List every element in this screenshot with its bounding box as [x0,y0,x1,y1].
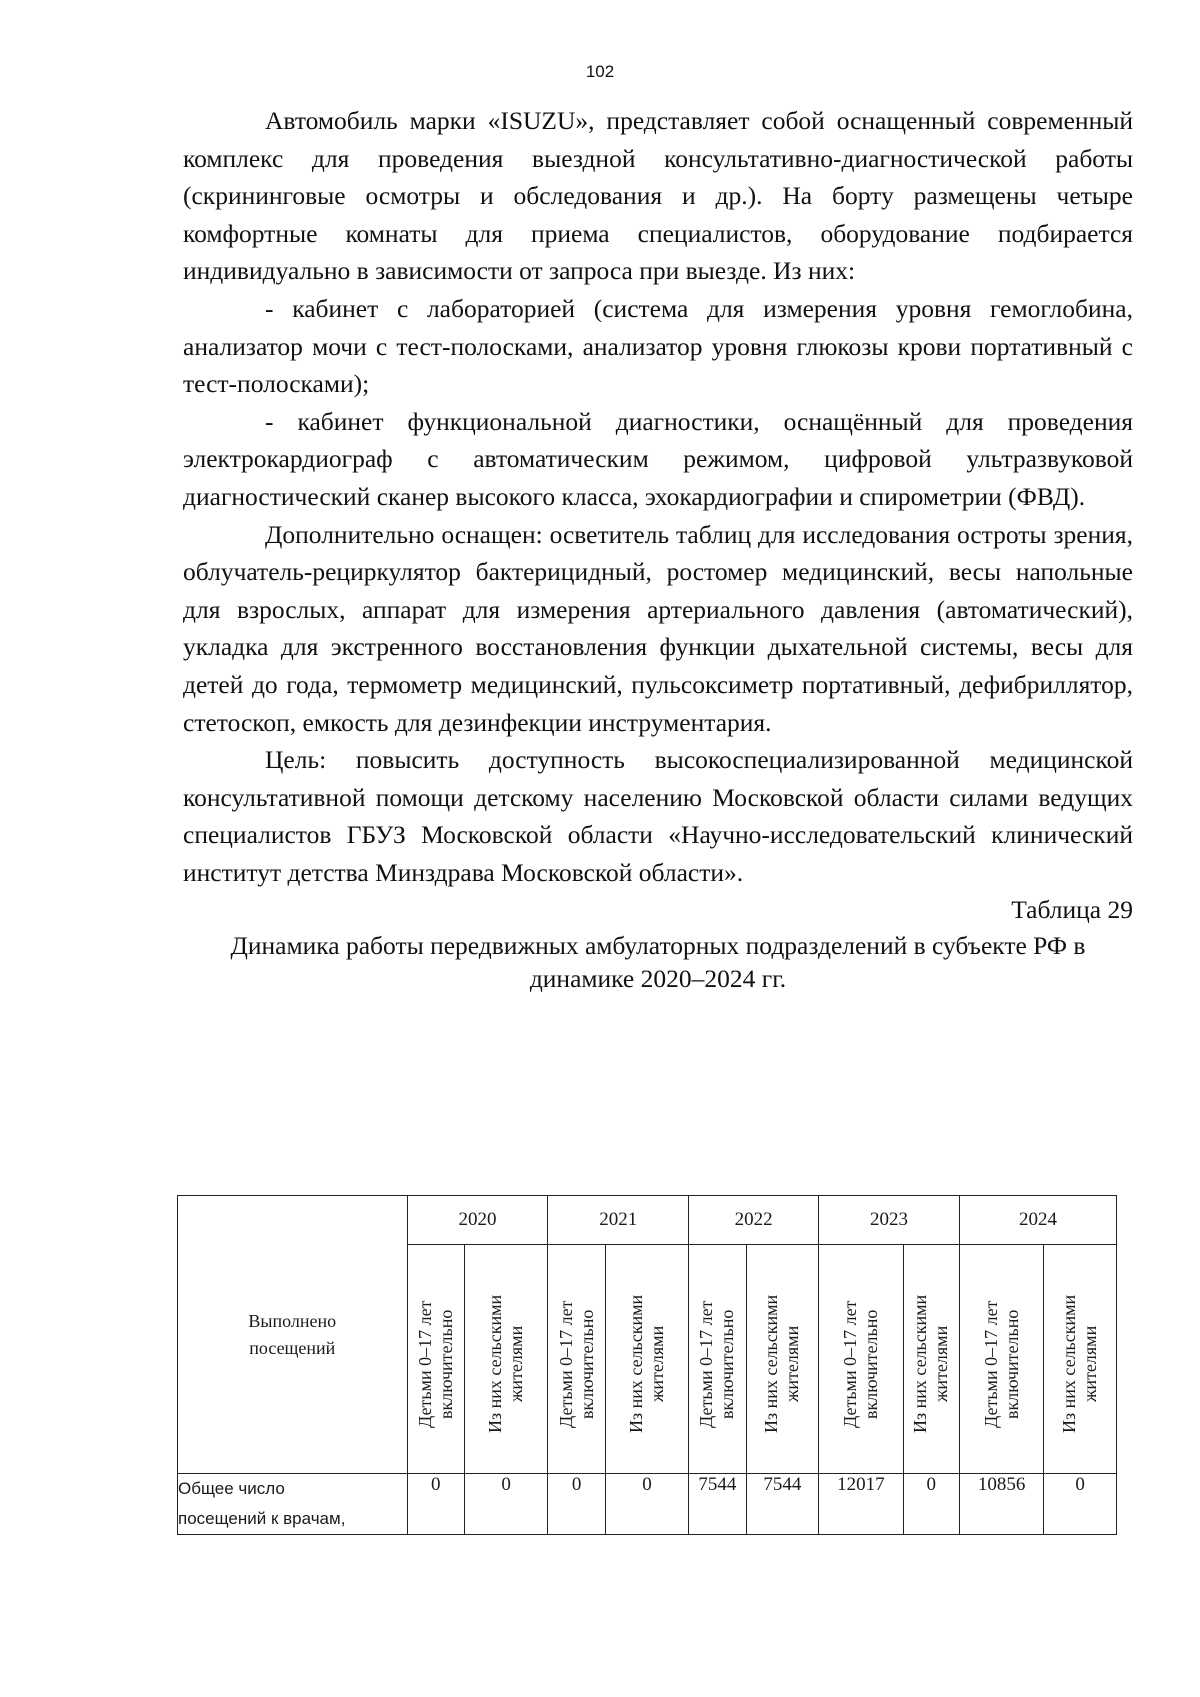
table-cell: 10856 [959,1474,1043,1535]
paragraph-isuzu: Автомобиль марки «ISUZU», представляет собой оснащенный современный комплекс для проведения выездной консультативно-диагностической работы (скрининговые осмотры и обследования и др.). На борту размещены четыре комфортные комнаты для приема специалистов, оборудование подбирается индивидуально в зависимости от запроса при выезде. Из них: [183,106,1133,286]
paragraph-functional-diagnostics: - кабинет функциональной диагностики, оснащённый для проведения электрокардиограф с автоматическим режимом, цифровой ультразвуковой диагностический сканер высокого класса, эхокардиографии и спирометрии (ФВД). [183,406,1133,511]
table-cell: 0 [548,1474,605,1535]
sub-header-rural: Из них сельскими жителями [605,1245,688,1474]
table-number: Таблица 29 [1011,895,1133,925]
body-text [183,102,1133,995]
year-header: 2023 [819,1196,960,1245]
table-cell: 0 [605,1474,688,1535]
paragraph-goal: Цель: повысить доступность высокоспециализированной медицинской консультативной помощи детскому населению Московской области силами ведущих специалистов ГБУЗ Московской области «Научно-исследовательский клинический институт детства Минздрава Московской области». [183,745,1133,887]
year-header: 2024 [959,1196,1116,1245]
table-cell: 0 [407,1474,464,1535]
year-header-row [178,1196,1117,1245]
table-row [178,1474,1117,1535]
table-title: Динамика работы передвижных амбулаторных подразделений в субъекте РФ в динамике 2020–2024 гг. [230,931,1086,994]
table-cell: 12017 [819,1474,903,1535]
row-label: Общее число посещений к врачам, [178,1474,408,1535]
year-header: 2021 [548,1196,689,1245]
paragraph-equipment: Дополнительно оснащен: осветитель таблиц для исследования остроты зрения, облучатель-рециркулятор бактерицидный, ростомер медицинский, весы напольные для взрослых, аппарат для измерения артериального давления (автоматический), укладка для экстренного восстановления функции дыхательной системы, весы для детей до года, термометр медицинский, пульсоксиметр портативный, дефибриллятор, стетоскоп, емкость для дезинфекции инструментария. [183,519,1133,737]
table-cell: 0 [903,1474,959,1535]
corner-header: Выполнено посещений [178,1196,408,1474]
sub-header-children: Детьми 0–17 лет включительно [819,1245,903,1474]
sub-header-rural: Из них сельскими жителями [746,1245,819,1474]
year-header: 2022 [689,1196,819,1245]
table-cell: 7544 [746,1474,819,1535]
sub-header-children: Детьми 0–17 лет включительно [548,1245,605,1474]
sub-header-rural: Из них сельскими жителями [1044,1245,1117,1474]
table-cell: 0 [464,1474,547,1535]
visits-table [177,1195,1117,1535]
paragraph-laboratory: - кабинет с лабораторией (система для измерения уровня гемоглобина, анализатор мочи с тест-полосками, анализатор уровня глюкозы крови портативный с тест-полосками); [183,293,1133,399]
table-cell: 0 [1044,1474,1117,1535]
year-header: 2020 [407,1196,548,1245]
sub-header-children: Детьми 0–17 лет включительно [959,1245,1043,1474]
sub-header-rural: Из них сельскими жителями [903,1245,959,1474]
sub-header-rural: Из них сельскими жителями [464,1245,547,1474]
page-number: 102 [585,62,615,81]
sub-header-children: Детьми 0–17 лет включительно [407,1245,464,1474]
table-cell: 7544 [689,1474,746,1535]
sub-header-children: Детьми 0–17 лет включительно [689,1245,746,1474]
